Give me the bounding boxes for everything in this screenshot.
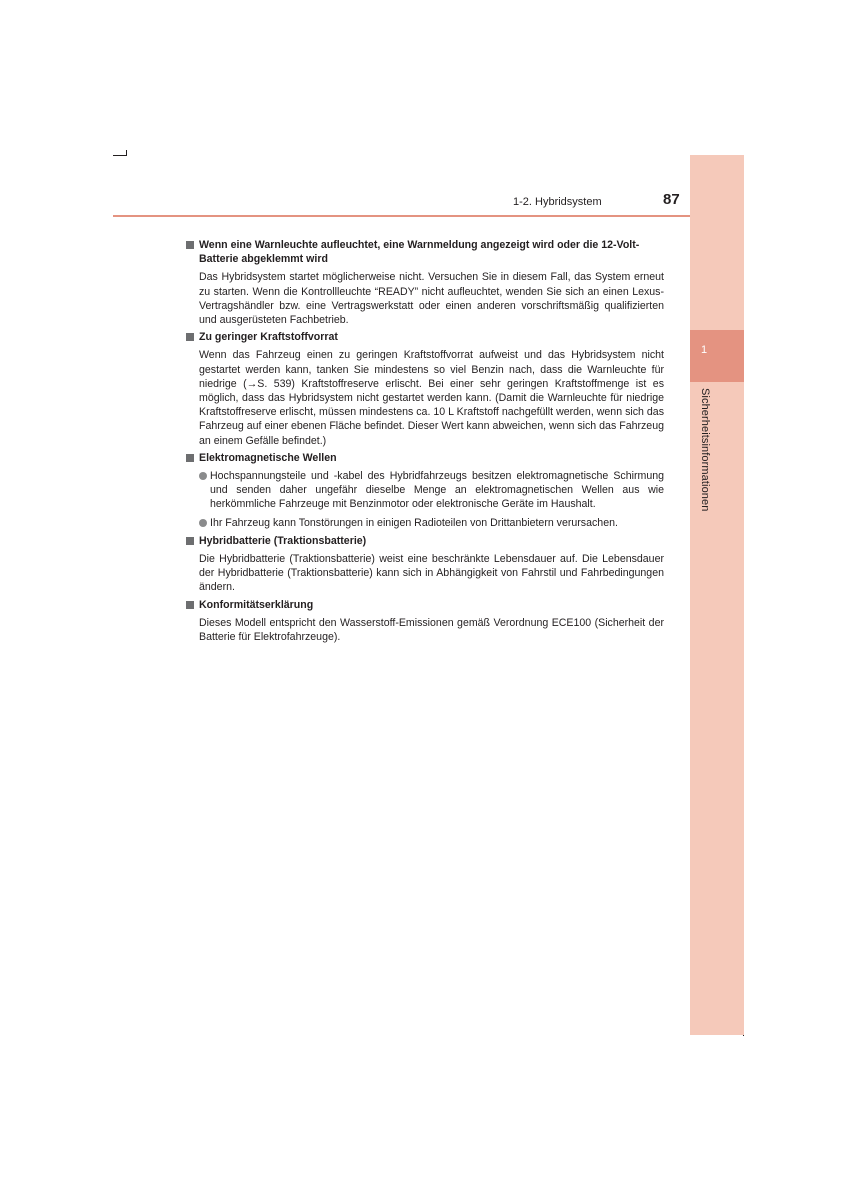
chapter-number: 1 — [690, 330, 744, 382]
section-hybrid-battery — [186, 534, 664, 595]
section-heading: Konformitätserklärung — [186, 598, 664, 612]
square-bullet-icon — [186, 454, 194, 462]
header-section-title: 1-2. Hybridsystem — [513, 196, 602, 208]
square-bullet-icon — [186, 241, 194, 249]
round-bullet-icon — [199, 519, 207, 527]
chapter-label: Sicherheitsinformationen — [699, 388, 711, 512]
section-heading: Wenn eine Warnleuchte aufleuchtet, eine Warnmeldung angezeigt wird oder die 12-Volt-Batterie abgeklemmt wird — [186, 238, 664, 266]
round-bullet-icon — [199, 472, 207, 480]
chapter-side-tab — [690, 155, 744, 1035]
section-electromagnetic-waves — [186, 451, 664, 530]
square-bullet-icon — [186, 601, 194, 609]
crop-mark-top-left-v — [126, 150, 127, 156]
section-heading: Hybridbatterie (Traktionsbatterie) — [186, 534, 664, 548]
section-heading: Elektromagnetische Wellen — [186, 451, 664, 465]
square-bullet-icon — [186, 537, 194, 545]
crop-mark-top-left — [113, 155, 127, 156]
section-body: Das Hybridsystem startet möglicherweise nicht. Versuchen Sie in diesem Fall, das System erneut zu starten. Wenn die Kontrollleuchte “READY” nicht aufleuchtet, wenden Sie sich an einen Lexus-Vertragshändler bzw. eine Vertragswerkstatt oder einen anderen vorschriftsmäßig qualifizierten und ausgerüsteten Fachbetrieb. — [199, 271, 664, 327]
section-body: Dieses Modell entspricht den Wasserstoff-Emissionen gemäß Verordnung ECE100 (Sicherheit der Batterie für Elektrofahrzeuge). — [199, 616, 664, 644]
section-warning-light — [186, 238, 664, 327]
section-body: Die Hybridbatterie (Traktionsbatterie) weist eine beschränkte Lebensdauer auf. Die Lebensdauer der Hybridbatterie (Traktionsbatterie) kann sich in Abhängigkeit von Fahrstil und Fahrbedingungen ändern. — [199, 553, 664, 594]
section-low-fuel — [186, 330, 664, 448]
section-body: Wenn das Fahrzeug einen zu geringen Kraftstoffvorrat aufweist und das Hybridsystem nicht gestartet werden kann, tanken Sie mindestens so viel Benzin nach, dass die Warnleuchte für niedrige (→S. 539) Kraftstoffreserve erlischt. Bei einer sehr geringen Kraftstoffmenge ist es möglich, dass das Hybridsystem nicht gestartet werden kann. (Damit die Warnleuchte für niedrige Kraftstoffreserve erlischt, müssen mindestens ca. 10 L Kraftstoff nachgefüllt werden, wenn sich das Fahrzeug auf einer ebenen Fläche befindet. Dieser Wert kann abweichen, wenn sich das Fahrzeug an einem Gefälle befindet.) — [199, 349, 664, 447]
page-number: 87 — [663, 191, 680, 208]
list-item: Hochspannungsteile und -kabel des Hybridfahrzeugs besitzen elektromagnetische Schirmung und senden daher ungefähr dieselbe Menge an elektromagnetischen Wellen aus wie herkömmliche Fahrzeuge mit Benzinmotor oder elektronische Geräte im Haushalt. — [186, 469, 664, 512]
section-heading: Zu geringer Kraftstoffvorrat — [186, 330, 664, 344]
page-content — [186, 238, 664, 647]
header-rule — [113, 215, 690, 217]
square-bullet-icon — [186, 333, 194, 341]
section-conformity — [186, 598, 664, 645]
list-item: Ihr Fahrzeug kann Tonstörungen in einigen Radioteilen von Drittanbietern verursachen. — [186, 516, 664, 530]
